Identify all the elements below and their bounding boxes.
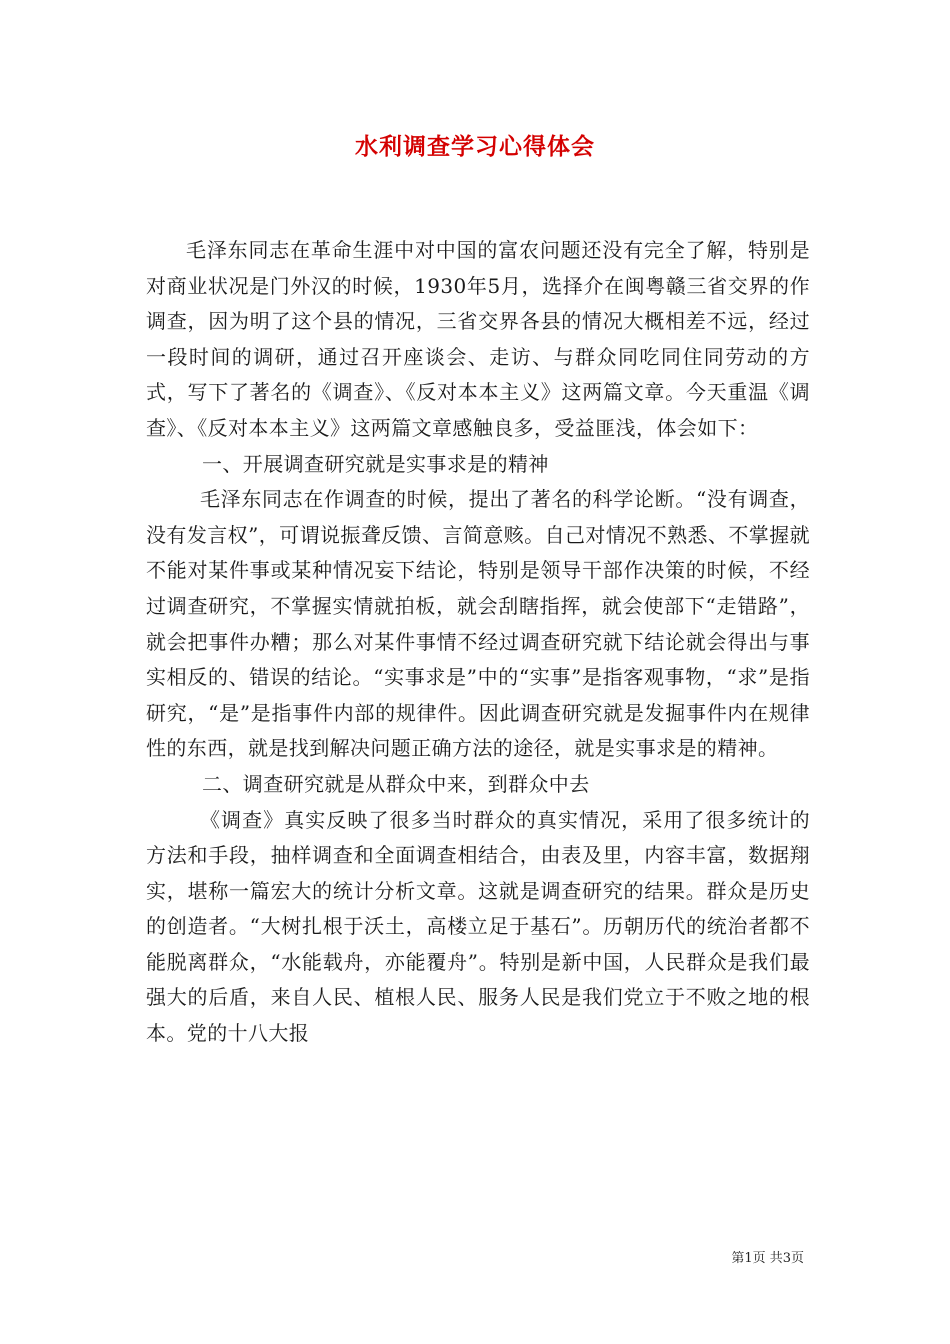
intro-paragraph: 毛泽东同志在革命生涯中对中国的富农问题还没有完全了解，特别是对商业状况是门外汉的时候，1930年5月，选择介在闽粤赣三省交界的作调查，因为明了这个县的情况，三省交界各县的情况大概相差不远，经过一段时间的调研，通过召开座谈会、走访、与群众同吃同住同劳动的方式，写下了著名的《调查》、《反对本本主义》这两篇文章。今天重温《调查》、《反对本本主义》这两篇文章感触良多，受益匪浅，体会如下： (146, 238, 810, 440)
section-2-paragraph: 《调查》真实反映了很多当时群众的真实情况，采用了很多统计的方法和手段，抽样调查和全面调查相结合，由表及里，内容丰富，数据翔实，堪称一篇宏大的统计分析文章。这就是调查研究的结果。群众是历史的创造者。“大树扎根于沃土，高楼立足于基石”。历朝历代的统治者都不能脱离群众，“水能载舟，亦能覆舟”。特别是新中国，人民群众是我们最强大的后盾，来自人民、植根人民、服务人民是我们党立于不败之地的根本。党的十八大报 (146, 807, 810, 1046)
document-title: 水利调查学习心得体会 (355, 133, 595, 160)
section-heading-1: 一、开展调查研究就是实事求是的精神 (202, 451, 549, 476)
document-body (146, 233, 810, 1052)
section-1-paragraph: 毛泽东同志在作调查的时候，提出了著名的科学论断。“没有调查，没有发言权”，可谓说振聋反馈、言简意赅。自己对情况不熟悉、不掌握就不能对某件事或某种情况妄下结论，特别是领导干部作决策的时候，不经过调查研究，不掌握实情就拍板，就会刮瞎指挥，就会使部下“走错路”，就会把事件办糟；那么对某件事情不经过调查研究就下结论就会得出与事实相反的、错误的结论。“实事求是”中的“实事”是指客观事物，“求”是指研究，“是”是指事件内部的规律件。因此调查研究就是发掘事件内在规律性的东西，就是找到解决问题正确方法的途径，就是实事求是的精神。 (146, 487, 810, 761)
section-heading-2: 二、调查研究就是从群众中来，到群众中去 (202, 771, 590, 796)
page-number: 第1页 共3页 (731, 1251, 804, 1266)
